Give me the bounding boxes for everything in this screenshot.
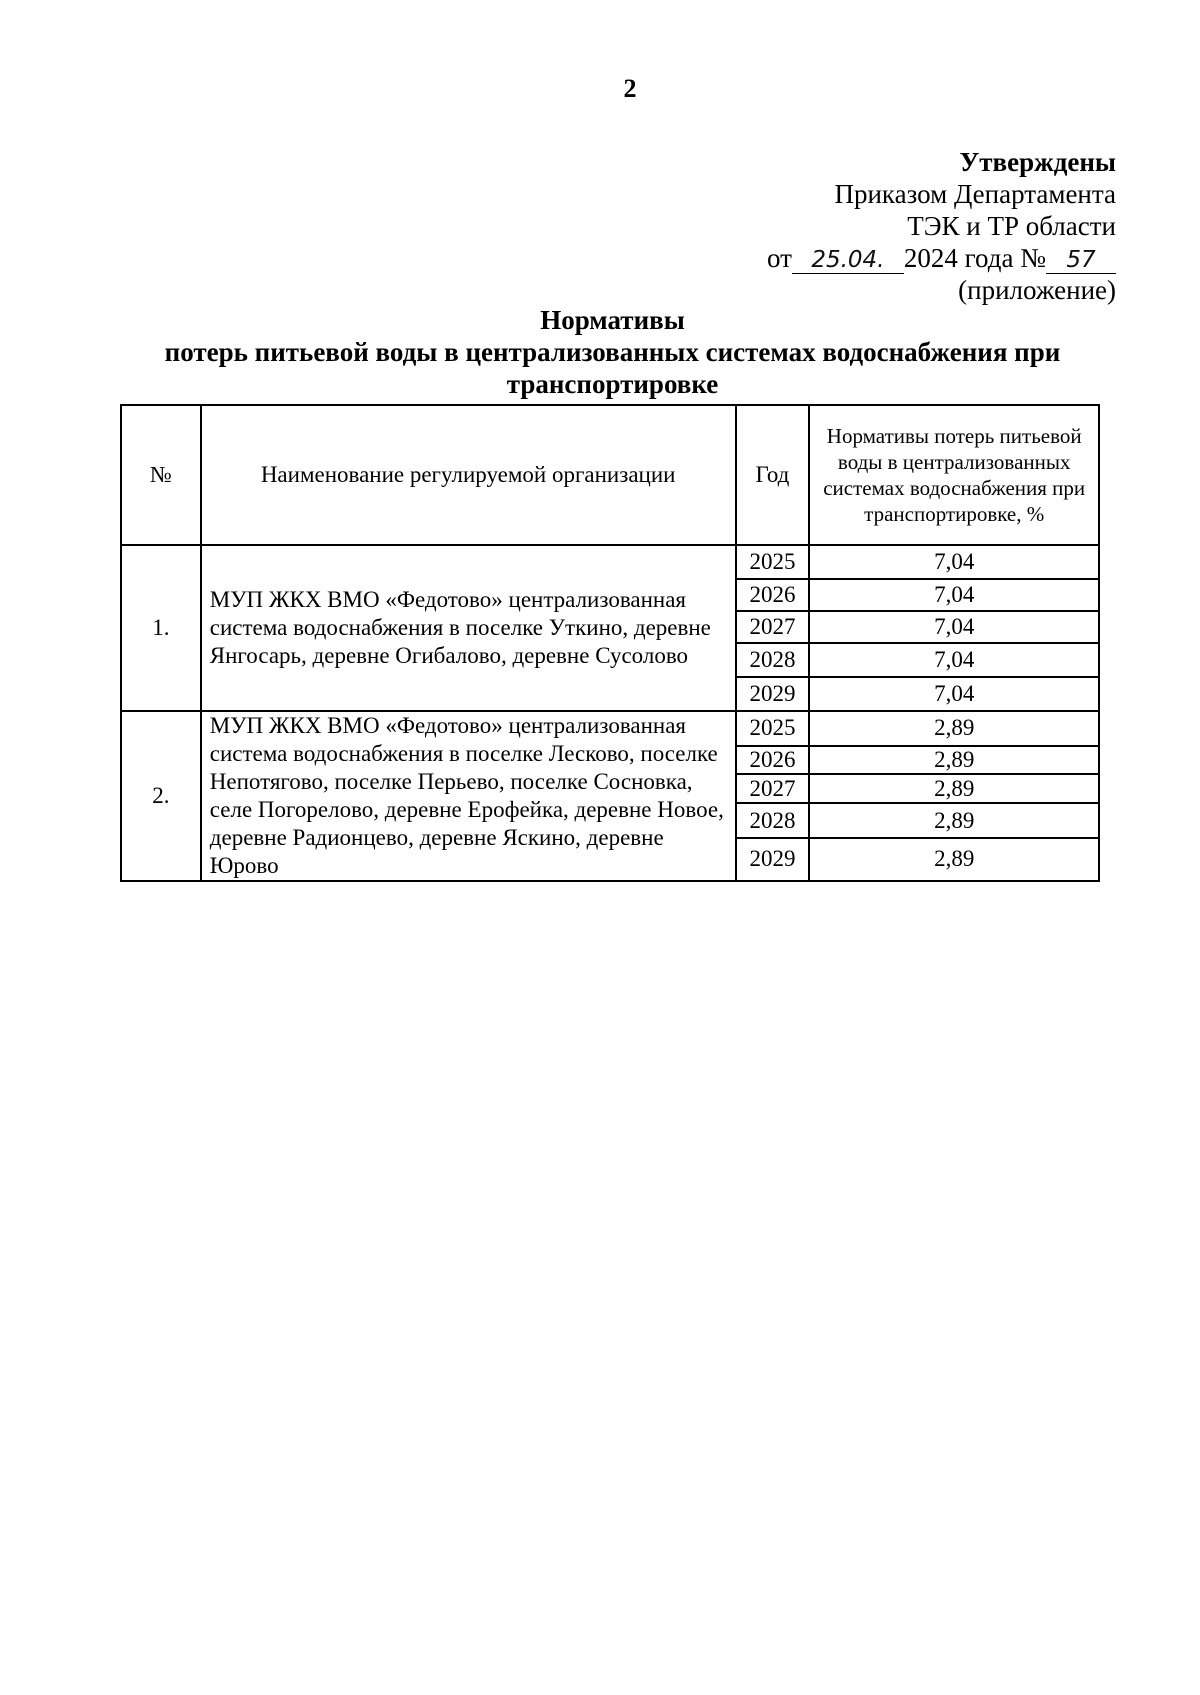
norm-value-cell: 7,04	[809, 579, 1099, 611]
norm-value-cell: 2,89	[809, 774, 1099, 803]
approval-date-prefix: от	[766, 243, 792, 273]
year-cell: 2028	[736, 803, 810, 838]
header-org: Наименование регулируемой организации	[201, 405, 736, 545]
approval-date-line	[767, 242, 1116, 274]
header-num: №	[121, 405, 201, 545]
approval-order-line: Приказом Департамента	[834, 179, 1116, 209]
norm-value-cell: 2,89	[809, 838, 1099, 881]
norm-value-cell: 7,04	[809, 643, 1099, 677]
year-cell: 2027	[736, 611, 810, 643]
year-cell: 2028	[736, 643, 810, 677]
year-cell: 2026	[736, 746, 810, 775]
row-number: 2.	[121, 711, 201, 881]
row-number: 1.	[121, 545, 201, 711]
year-cell: 2029	[736, 838, 810, 881]
table-row	[121, 711, 1099, 746]
norm-value-cell: 7,04	[809, 545, 1099, 579]
organization-name: МУП ЖКХ ВМО «Федотово» централизованная система водоснабжения в поселке Уткино, деревне Янгосарь, деревне Огибалово, деревне Сусолово	[201, 545, 736, 711]
approval-department-line: ТЭК и ТР области	[907, 211, 1116, 241]
year-cell: 2025	[736, 711, 810, 746]
norm-value-cell: 2,89	[809, 803, 1099, 838]
approval-appendix-note: (приложение)	[958, 275, 1116, 305]
title-line-2: потерь питьевой воды в централизованных системах водоснабжения при	[164, 337, 1061, 367]
handwritten-number: 57	[1046, 247, 1116, 274]
page-number: 2	[623, 74, 637, 103]
document-title	[120, 304, 1105, 400]
approval-block	[767, 146, 1116, 306]
approval-heading: Утверждены	[959, 147, 1116, 177]
header-year: Год	[736, 405, 810, 545]
norm-value-cell: 2,89	[809, 711, 1099, 746]
year-cell: 2026	[736, 579, 810, 611]
handwritten-date: 25.04.	[792, 247, 904, 274]
norms-table	[120, 404, 1100, 882]
title-line-3: транспортировке	[506, 369, 719, 399]
norm-value-cell: 2,89	[809, 746, 1099, 775]
year-cell: 2029	[736, 677, 810, 711]
table-header-row	[121, 405, 1099, 545]
year-cell: 2027	[736, 774, 810, 803]
norm-value-cell: 7,04	[809, 677, 1099, 711]
approval-year-text: 2024 года №	[903, 243, 1046, 273]
title-line-1: Нормативы	[540, 305, 685, 335]
table-row	[121, 545, 1099, 579]
organization-name: МУП ЖКХ ВМО «Федотово» централизованная система водоснабжения в поселке Лесково, поселке Непотягово, поселке Перьево, поселке Сосновка, селе Погорелово, деревне Ерофейка, деревне Новое, деревне Радионцево, деревне Яскино, деревне Юрово	[201, 711, 736, 881]
header-norm: Нормативы потерь питьевой воды в централизованных системах водоснабжения при транспортировке, %	[809, 405, 1099, 545]
norm-value-cell: 7,04	[809, 611, 1099, 643]
year-cell: 2025	[736, 545, 810, 579]
